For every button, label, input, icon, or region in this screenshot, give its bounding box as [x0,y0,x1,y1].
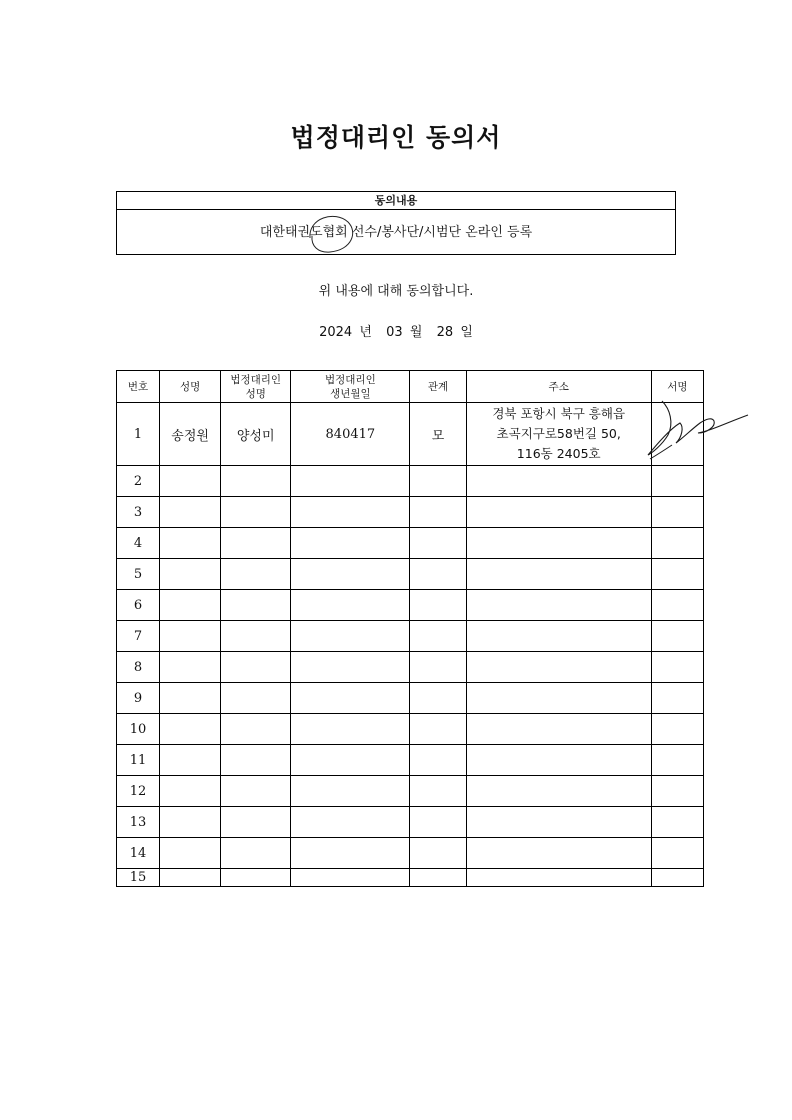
cell-empty [466,652,651,683]
consent-box [116,191,676,255]
date-year: 2024 [319,325,353,340]
header-name: 성명 [160,371,221,403]
header-relation: 관계 [410,371,466,403]
cell-relation: 모 [410,403,466,466]
cell-no: 4 [117,528,160,559]
cell-address: 경북 포항시 북구 흥해읍 초곡지구로58번길 50, 116동 2405호 [466,403,651,466]
cell-empty [410,776,466,807]
date-day: 28 [436,325,454,340]
header-no: 번호 [117,371,160,403]
header-signature: 서명 [651,371,703,403]
table-row [117,403,704,466]
consent-header: 동의내용 [117,192,675,210]
cell-empty [651,869,703,887]
cell-empty [221,776,291,807]
handwritten-signature [640,393,750,473]
cell-empty [291,621,410,652]
cell-empty [160,838,221,869]
cell-empty [651,590,703,621]
table-row [117,745,704,776]
cell-empty [160,559,221,590]
table-row [117,466,704,497]
cell-empty [221,869,291,887]
table-row [117,838,704,869]
cell-empty [160,497,221,528]
cell-empty [651,621,703,652]
date-month: 03 [386,325,403,340]
cell-no: 5 [117,559,160,590]
cell-empty [466,559,651,590]
cell-empty [291,559,410,590]
cell-empty [410,838,466,869]
table-row [117,807,704,838]
cell-empty [160,869,221,887]
cell-empty [221,714,291,745]
cell-guardian-birth: 840417 [291,403,410,466]
cell-empty [291,776,410,807]
cell-no: 7 [117,621,160,652]
cell-empty [160,714,221,745]
cell-empty [410,528,466,559]
cell-empty [466,683,651,714]
table-header-row [117,371,704,403]
cell-empty [160,652,221,683]
cell-empty [291,838,410,869]
cell-empty [410,683,466,714]
cell-signature [651,403,703,466]
table-row [117,776,704,807]
cell-empty [291,528,410,559]
cell-empty [291,590,410,621]
cell-empty [221,497,291,528]
cell-empty [160,776,221,807]
date-year-unit: 년 [359,325,372,340]
table-row [117,683,704,714]
cell-empty [291,745,410,776]
cell-empty [160,807,221,838]
cell-no: 1 [117,403,160,466]
date-month-unit: 월 [409,325,423,340]
table-row [117,590,704,621]
cell-empty [291,652,410,683]
cell-no: 12 [117,776,160,807]
cell-empty [410,497,466,528]
cell-empty [160,683,221,714]
cell-empty [221,683,291,714]
cell-no: 10 [117,714,160,745]
cell-empty [221,621,291,652]
cell-empty [291,869,410,887]
cell-empty [221,559,291,590]
cell-empty [410,869,466,887]
cell-empty [221,745,291,776]
cell-empty [466,745,651,776]
cell-empty [466,590,651,621]
cell-empty [466,528,651,559]
cell-empty [291,497,410,528]
cell-no: 6 [117,590,160,621]
cell-no: 3 [117,497,160,528]
cell-no: 15 [117,869,160,887]
cell-empty [160,466,221,497]
cell-no: 2 [117,466,160,497]
cell-no: 14 [117,838,160,869]
agreement-statement: 위 내용에 대해 동의합니다. [318,284,474,299]
cell-empty [160,590,221,621]
table-row [117,559,704,590]
cell-empty [651,497,703,528]
date-day-unit: 일 [460,325,473,340]
table-row [117,497,704,528]
cell-empty [651,714,703,745]
cell-empty [651,652,703,683]
cell-empty [291,683,410,714]
cell-empty [410,745,466,776]
cell-empty [221,466,291,497]
table-row [117,869,704,887]
cell-empty [291,714,410,745]
cell-no: 8 [117,652,160,683]
cell-empty [160,528,221,559]
table-row [117,528,704,559]
cell-empty [651,776,703,807]
cell-empty [651,559,703,590]
cell-empty [291,807,410,838]
cell-empty [160,621,221,652]
cell-empty [410,714,466,745]
cell-empty [160,745,221,776]
cell-empty [410,621,466,652]
cell-empty [410,652,466,683]
cell-empty [410,466,466,497]
cell-empty [466,714,651,745]
cell-empty [466,497,651,528]
consent-content: 대한태권도협회 선수/봉사단/시범단 온라인 등록 [259,225,533,240]
cell-empty [466,807,651,838]
cell-empty [410,590,466,621]
guardian-table [116,370,704,887]
cell-empty [221,528,291,559]
cell-empty [651,745,703,776]
cell-empty [466,776,651,807]
header-guardian-name: 법정대리인 성명 [221,371,291,403]
header-address: 주소 [466,371,651,403]
table-row [117,714,704,745]
cell-empty [221,807,291,838]
cell-empty [410,807,466,838]
table-row [117,621,704,652]
cell-empty [651,807,703,838]
cell-no: 9 [117,683,160,714]
cell-empty [651,528,703,559]
page-title: 법정대리인 동의서 [290,123,502,152]
cell-empty [466,869,651,887]
cell-no: 11 [117,745,160,776]
cell-empty [466,466,651,497]
table-row [117,652,704,683]
cell-empty [466,838,651,869]
consent-date [0,321,792,340]
cell-empty [466,621,651,652]
cell-name: 송정원 [160,403,221,466]
cell-empty [410,559,466,590]
cell-empty [651,838,703,869]
cell-guardian-name: 양성미 [221,403,291,466]
cell-empty [651,683,703,714]
cell-no: 13 [117,807,160,838]
header-guardian-birth: 법정대리인 생년월일 [291,371,410,403]
cell-empty [221,652,291,683]
cell-empty [651,466,703,497]
cell-empty [221,838,291,869]
cell-empty [221,590,291,621]
cell-empty [291,466,410,497]
